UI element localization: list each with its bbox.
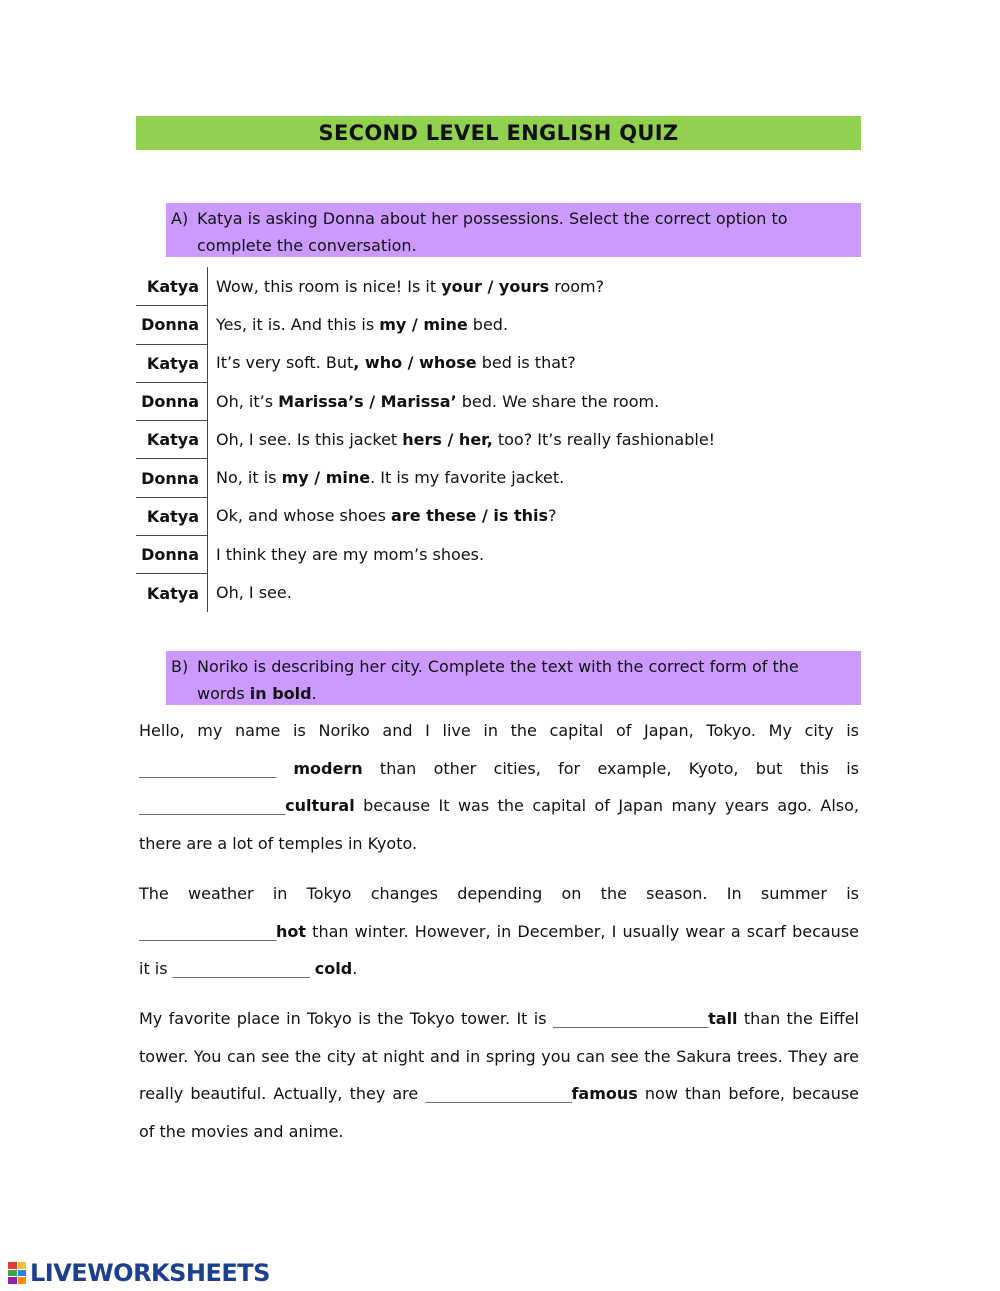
answer-blank[interactable]: ________________ bbox=[139, 796, 286, 815]
liveworksheets-logo-text: LIVEWORKSHEETS bbox=[30, 1259, 270, 1287]
speaker-name: Katya bbox=[136, 267, 208, 305]
dialog-row bbox=[136, 344, 861, 382]
section-b-text-2-pre: words bbox=[197, 684, 250, 703]
dialog-line bbox=[208, 468, 564, 487]
option-choice[interactable]: are these / is this bbox=[391, 506, 549, 526]
line-text: It’s very soft. But bbox=[216, 353, 354, 373]
line-text: Oh, I see. bbox=[216, 583, 292, 603]
dialog-row bbox=[136, 267, 861, 305]
bold-word: famous bbox=[571, 1084, 638, 1103]
line-text: ? bbox=[548, 506, 557, 526]
dialog-line bbox=[208, 315, 508, 334]
line-text: Wow, this room is nice! Is it bbox=[216, 276, 442, 296]
dialog-row bbox=[136, 382, 861, 420]
paragraph-text: than winter. However, in December, I usually wear a scarf because it is bbox=[139, 921, 859, 978]
section-b-letter: B) bbox=[171, 657, 189, 676]
option-choice[interactable]: Marissa’s / Marissa’ bbox=[278, 391, 457, 411]
answer-blank[interactable]: _________________ bbox=[552, 1009, 709, 1028]
speaker-name: Katya bbox=[136, 497, 208, 535]
bold-word: modern bbox=[293, 758, 363, 778]
line-text: . It is my favorite jacket. bbox=[370, 468, 565, 488]
paragraph-text: The weather in Tokyo changes depending on the season. In summer is bbox=[139, 884, 859, 903]
speaker-name: Katya bbox=[136, 344, 208, 382]
line-text: Oh, it’s bbox=[216, 391, 279, 411]
dialog-line bbox=[208, 506, 557, 525]
liveworksheets-logo bbox=[8, 1258, 270, 1288]
section-b-text-1: Noriko is describing her city. Complete the text with the correct form of the bbox=[197, 657, 799, 676]
dialog-row bbox=[136, 573, 861, 611]
dialog-line bbox=[208, 353, 576, 372]
answer-blank[interactable]: _______________ bbox=[172, 959, 310, 978]
option-choice[interactable]: hers / her, bbox=[402, 429, 493, 449]
speaker-name: Donna bbox=[136, 458, 208, 496]
bold-word: hot bbox=[276, 921, 307, 941]
bold-word: tall bbox=[708, 1009, 738, 1028]
line-text: Yes, it is. And this is bbox=[216, 314, 380, 334]
line-text: bed. bbox=[467, 314, 509, 334]
answer-blank[interactable]: _______________ bbox=[139, 758, 276, 778]
paragraph-text: now than before, because of the movies and anime. bbox=[139, 1084, 860, 1141]
paragraph-text: . bbox=[352, 959, 358, 978]
dialog-row bbox=[136, 458, 861, 496]
line-text: No, it is bbox=[216, 468, 282, 488]
quiz-title: SECOND LEVEL ENGLISH QUIZ bbox=[136, 116, 861, 150]
speaker-name: Donna bbox=[136, 382, 208, 420]
dialog-line bbox=[208, 545, 484, 564]
liveworksheets-logo-icon bbox=[8, 1262, 26, 1284]
dialog-row bbox=[136, 535, 861, 573]
section-a-text-1: Katya is asking Donna about her possessions. Select the correct option to bbox=[197, 209, 788, 228]
speaker-name: Katya bbox=[136, 573, 208, 611]
speaker-name: Donna bbox=[136, 535, 208, 573]
section-b-text-2 bbox=[171, 680, 853, 707]
option-choice[interactable]: my / mine bbox=[281, 468, 371, 488]
option-choice[interactable]: my / mine bbox=[379, 314, 468, 334]
speaker-name: Katya bbox=[136, 420, 208, 458]
answer-blank[interactable]: _______________ bbox=[139, 921, 276, 941]
paragraph-text: Hello, my name is Noriko and I live in the capital of Japan, Tokyo. My city is bbox=[139, 721, 859, 740]
option-choice[interactable]: your / yours bbox=[441, 276, 550, 296]
dialog-line bbox=[208, 392, 659, 411]
section-a-letter: A) bbox=[171, 209, 189, 228]
line-text: Ok, and whose shoes bbox=[216, 506, 392, 526]
paragraph-1 bbox=[139, 712, 859, 862]
line-text: room? bbox=[549, 276, 605, 296]
dialog-line bbox=[208, 430, 715, 449]
dialog-line bbox=[208, 277, 604, 296]
bold-word: cultural bbox=[285, 796, 355, 815]
line-text: too? It’s really fashionable! bbox=[492, 429, 716, 449]
dialog-row bbox=[136, 305, 861, 343]
line-text: bed is that? bbox=[476, 353, 576, 373]
line-text: I think they are my mom’s shoes. bbox=[216, 544, 485, 564]
conversation-table bbox=[136, 267, 861, 612]
paragraph-text: My favorite place in Tokyo is the Tokyo tower. It is bbox=[139, 1009, 553, 1028]
section-b-text-2-post: . bbox=[311, 684, 317, 703]
bold-word: cold bbox=[314, 959, 353, 978]
section-b-text-2-bold: in bold bbox=[249, 684, 312, 703]
section-a-text-2: complete the conversation. bbox=[197, 236, 417, 255]
section-b-instruction bbox=[166, 651, 861, 705]
answer-blank[interactable]: ________________ bbox=[425, 1084, 572, 1103]
dialog-line bbox=[208, 583, 292, 602]
option-choice[interactable]: , who / whose bbox=[353, 353, 477, 373]
dialog-row bbox=[136, 420, 861, 458]
paragraph-text: than other cities, for example, Kyoto, but this is bbox=[362, 758, 860, 778]
paragraph-3 bbox=[139, 1000, 859, 1150]
line-text: Oh, I see. Is this jacket bbox=[216, 429, 403, 449]
paragraph-text: because It was the capital of Japan many years ago. Also, there are a lot of temples in Kyoto. bbox=[139, 796, 859, 853]
paragraph-text: than the Eiffel tower. You can see the city at night and in spring you can see the Sakura trees. They are really beautiful. Actually, they are bbox=[139, 1009, 859, 1103]
speaker-name: Donna bbox=[136, 305, 208, 343]
paragraph-2 bbox=[139, 875, 859, 988]
dialog-row bbox=[136, 497, 861, 535]
line-text: bed. We share the room. bbox=[456, 391, 660, 411]
section-a-instruction bbox=[166, 203, 861, 257]
